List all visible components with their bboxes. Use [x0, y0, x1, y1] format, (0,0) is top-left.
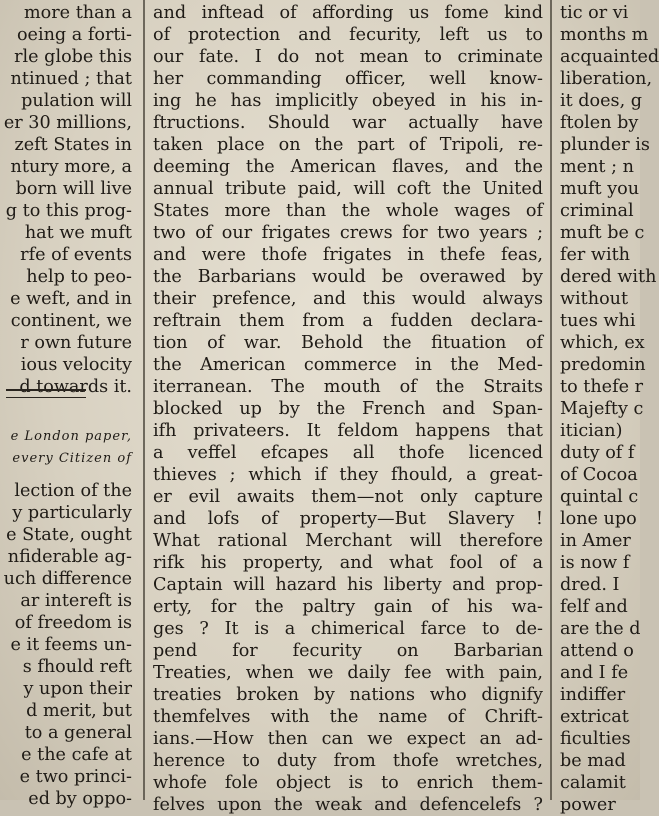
text-line: d towards it. [19, 377, 132, 397]
text-line: attend o [560, 641, 634, 661]
text-line: ing he has implicitly obeyed in his in- [153, 91, 543, 111]
text-line: two of our frigates crews for two years ; [153, 223, 543, 243]
text-line: lone upo [560, 509, 637, 529]
text-line: and I fe [560, 663, 629, 683]
text-line: deeming the American flaves, and the [153, 157, 543, 177]
text-line: more than a [24, 3, 132, 23]
text-line: Captain will hazard his liberty and prop- [153, 575, 543, 595]
text-line: is now f [560, 553, 630, 573]
text-line: power [560, 795, 616, 815]
text-line: ntinued ; that [10, 69, 132, 89]
text-line: ar intereft is [20, 591, 132, 611]
text-line: are the d [560, 619, 641, 639]
text-line: States more than the whole wages of [153, 201, 543, 221]
text-line: which, ex [560, 333, 645, 353]
text-line: ed by oppo- [28, 789, 132, 809]
text-line: indiffer [560, 685, 626, 705]
text-line: e weft, and in [10, 289, 132, 309]
text-line: annual tribute paid, will coft the United [153, 179, 543, 199]
text-line: and inftead of affording us fome kind [153, 3, 543, 23]
text-line: treaties broken by nations who dignify [153, 685, 543, 705]
text-line: blocked up by the French and Span- [153, 399, 543, 419]
text-line: plunder is [560, 135, 650, 155]
text-line: liberation, [560, 69, 653, 89]
text-line: ftructions. Should war actually have [153, 113, 543, 133]
text-line: d merit, but [26, 701, 132, 721]
text-line: born will live [15, 179, 132, 199]
text-line: quintal c [560, 487, 639, 507]
text-line: dered with [560, 267, 657, 287]
text-line: and lofs of property—But Slavery ! [153, 509, 543, 529]
text-line: continent, we [10, 311, 132, 331]
text-line: pend for fecurity on Barbarian [153, 641, 543, 661]
text-line: What rational Merchant will therefore [153, 531, 543, 551]
spacer [0, 470, 134, 480]
text-line: of protection and fecurity, left us to [153, 25, 543, 45]
ornamental-divider-space [0, 398, 134, 426]
text-line: ment ; n [560, 157, 634, 177]
text-line: ges ? It is a chimerical farce to de- [153, 619, 543, 639]
text-line: be mad [560, 751, 626, 771]
text-line: hat we muft [24, 223, 132, 243]
right-column [560, 0, 659, 815]
left-column-heading [0, 426, 134, 470]
text-line: thieves ; which if they fhould, a great- [153, 465, 543, 485]
right-column-text [560, 2, 659, 816]
text-line: er 30 millions, [3, 113, 132, 133]
text-line: help to peo- [26, 267, 132, 287]
text-line: every Citizen of [12, 451, 132, 466]
middle-column [153, 0, 543, 815]
left-column [0, 0, 134, 809]
left-column-bottom-text [0, 480, 134, 810]
text-line: ifh privateers. It feldom happens that [153, 421, 543, 441]
text-line: rfe of events [20, 245, 132, 265]
text-line: predomin [560, 355, 646, 375]
text-line: uch difference [3, 569, 132, 589]
text-line: tues whi [560, 311, 636, 331]
text-line: dred. I [560, 575, 620, 595]
text-line: to a general [24, 723, 132, 743]
text-line: e London paper, [10, 429, 132, 444]
text-line: y upon their [23, 679, 132, 699]
text-line: taken place on the part of Tripoli, re- [153, 135, 543, 155]
text-line: in Amer [560, 531, 631, 551]
text-line: nfiderable ag- [7, 547, 132, 567]
column-rule [143, 0, 145, 800]
text-line: muft be c [560, 223, 645, 243]
text-line: ficulties [560, 729, 631, 749]
text-line: er evil awaits them—not only capture [153, 487, 543, 507]
text-line: duty of f [560, 443, 635, 463]
text-line: e two princi- [19, 767, 132, 787]
text-line: oeing a forti- [16, 25, 132, 45]
text-line: ious velocity [20, 355, 132, 375]
text-line: acquainted [560, 47, 659, 67]
text-line: a veffel efcapes all thofe licenced [153, 443, 543, 463]
left-column-top-text [0, 2, 134, 398]
text-line: g to this prog- [5, 201, 132, 221]
text-line: whofe fole object is to enrich them- [153, 773, 543, 793]
text-line: herence to duty from thofe wretches, [153, 751, 543, 771]
text-line: e it feems un- [10, 635, 132, 655]
text-line: e the cafe at [21, 745, 132, 765]
text-line: felf and [560, 597, 628, 617]
text-line: themfelves with the name of Chrift- [153, 707, 543, 727]
text-line: rifk his property, and what fool of a [153, 553, 543, 573]
text-line: ftolen by [560, 113, 639, 133]
text-line: her commanding officer, well know- [153, 69, 543, 89]
text-line: ntury more, a [10, 157, 132, 177]
text-line: e State, ought [6, 525, 132, 545]
text-line: pulation will [21, 91, 132, 111]
text-line: reftrain them from a fudden declara- [153, 311, 543, 331]
text-line: months m [560, 25, 649, 45]
ornamental-divider [6, 389, 86, 398]
text-line: and were thofe frigates in thefe feas, [153, 245, 543, 265]
text-line: iterranean. The mouth of the Straits [153, 377, 543, 397]
text-line: the American commerce in the Med- [153, 355, 543, 375]
text-line: felves upon the weak and defencelefs ? [153, 795, 543, 815]
text-line: their prefence, and this would always [153, 289, 543, 309]
text-line: lection of the [14, 481, 132, 501]
text-line: tion of war. Behold the fituation of [153, 333, 543, 353]
text-line: tic or vi [560, 3, 629, 23]
text-line: ians.—How then can we expect an ad- [153, 729, 543, 749]
text-line: it does, g [560, 91, 643, 111]
text-line: extricat [560, 707, 629, 727]
text-line: fer with [560, 245, 631, 265]
text-line: criminal [560, 201, 634, 221]
text-line: erty, for the paltry gain of his wa- [153, 597, 543, 617]
text-line: s fhould reft [22, 657, 132, 677]
text-line: without [560, 289, 629, 309]
text-line: r own future [20, 333, 132, 353]
text-line: of freedom is [14, 613, 132, 633]
text-line: Majefty c [560, 399, 644, 419]
text-line: our fate. I do not mean to criminate [153, 47, 543, 67]
text-line: itician) [560, 421, 623, 441]
text-line: zeft States in [14, 135, 132, 155]
text-line: the Barbarians would be overawed by [153, 267, 543, 287]
text-line: rle globe this [14, 47, 132, 67]
text-line: muft you [560, 179, 640, 199]
text-line: calamit [560, 773, 626, 793]
text-line: of Cocoa [560, 465, 638, 485]
text-line: to thefe r [560, 377, 643, 397]
text-line: y particularly [12, 503, 132, 523]
middle-column-text [153, 2, 543, 816]
text-line: Treaties, when we daily fee with pain, [153, 663, 543, 683]
column-rule [550, 0, 552, 800]
